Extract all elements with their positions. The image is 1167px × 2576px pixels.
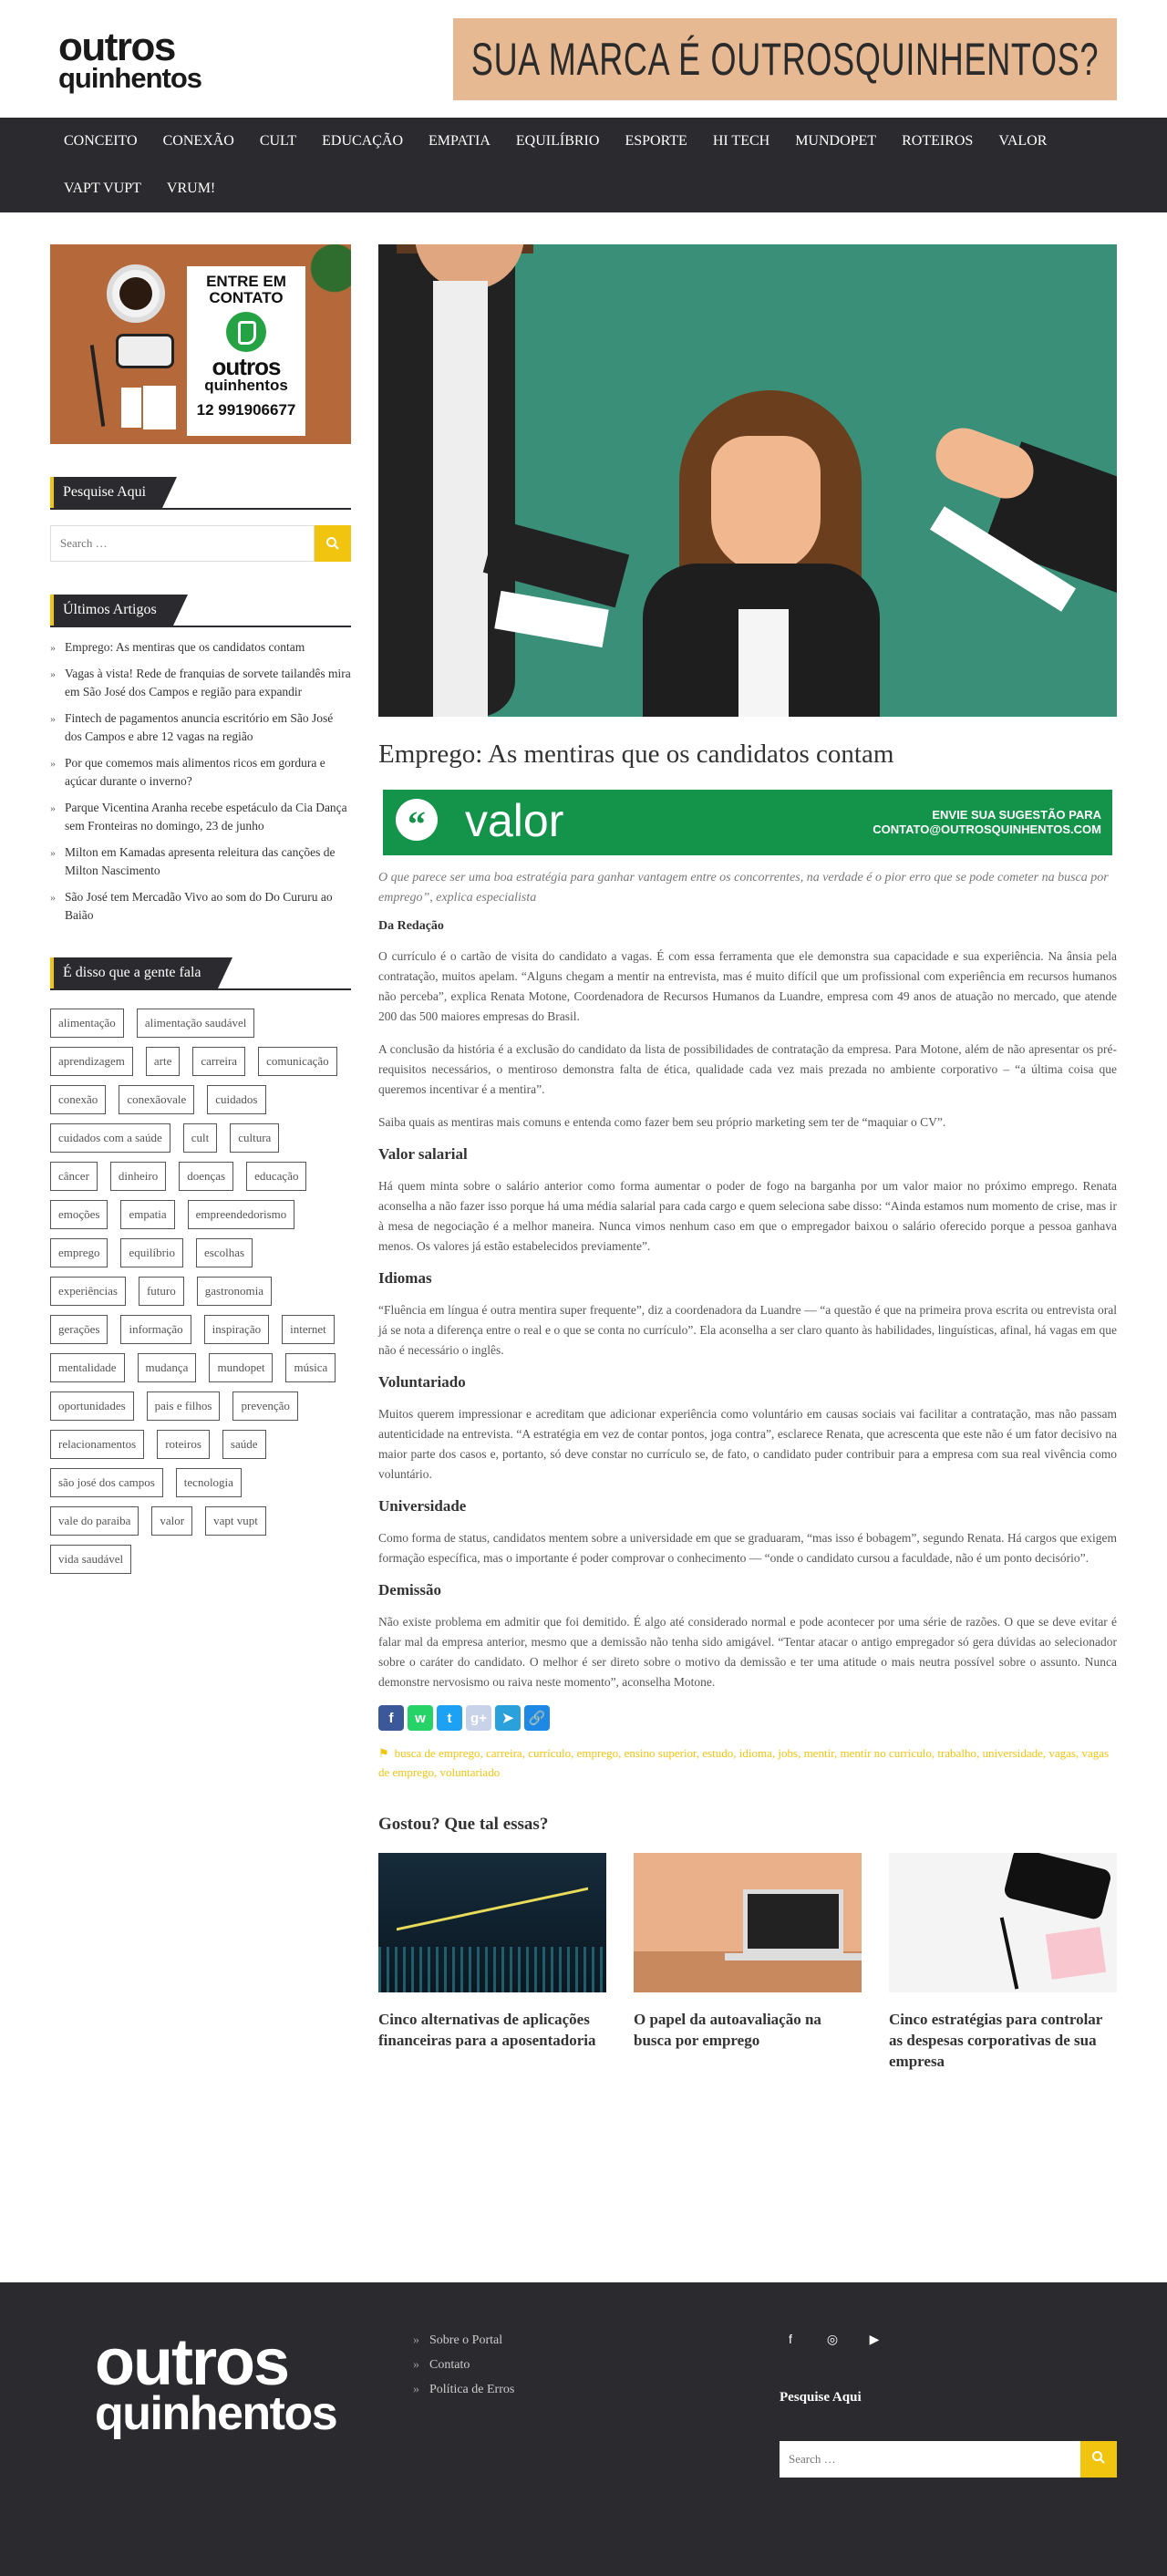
article-paragraph: Não existe problema em admitir que foi demitido. É algo até considerado normal e pode acontecer por uma série de razões. O que se deve evitar é falar mal da empresa anterior, mesmo que a demissão não tenha sido amigável. “Tentar atacar o antigo empregador só gera dúvidas ao selecionador sobre o caráter do candidato. O melhor é ser direto sobre o motivo da demissão e ter uma atitude o mais neutra possível sobre o assunto. Nunca demonstre nervosismo ou raiva neste momento”, aconselha Motone. [378, 1615, 1117, 1689]
tag-link[interactable]: emoções [50, 1200, 108, 1229]
valor-word: valor [465, 795, 564, 846]
nav-item[interactable]: EQUILÍBRIO [515, 133, 600, 149]
tag-link[interactable]: conexão [50, 1085, 106, 1114]
tag-link[interactable]: música [285, 1353, 336, 1382]
illustration-part [738, 609, 789, 717]
article-tags [378, 1743, 1117, 1782]
related-thumbnail [378, 1853, 606, 1992]
related-post[interactable] [634, 1853, 862, 2072]
search-widget-title [50, 477, 351, 510]
recent-articles-list [50, 638, 351, 925]
footer-logo-line2: quinhentos [95, 2387, 337, 2440]
sidebar-search-input[interactable] [50, 525, 315, 562]
nav-item[interactable]: VAPT VUPT [64, 181, 141, 196]
tag-link[interactable]: escolhas [196, 1238, 253, 1267]
nav-item[interactable]: MUNDOPET [795, 133, 877, 149]
tag-link[interactable]: internet [282, 1315, 335, 1344]
search-icon [325, 536, 340, 551]
sidebar-search [50, 525, 351, 562]
nav-item[interactable]: ROTEIROS [902, 133, 974, 149]
related-post[interactable] [378, 1853, 606, 2072]
valor-cta [873, 808, 1101, 837]
tag-link[interactable]: vale do paraiba [50, 1506, 139, 1536]
recent-article-link[interactable]: » Por que comemos mais alimentos ricos em gordura e açúcar durante o inverno? [50, 754, 351, 791]
article-title: Emprego: As mentiras que os candidatos contam [378, 740, 894, 769]
ad-logo-line1: outros [212, 353, 281, 380]
nav-item[interactable]: CULT [259, 133, 297, 149]
tag-link[interactable]: alimentação saudável [137, 1009, 255, 1038]
tag-link[interactable]: mudança [138, 1353, 197, 1382]
recent-widget-title [50, 595, 351, 627]
recent-article-link[interactable]: » Emprego: As mentiras que os candidatos contam [50, 638, 351, 657]
share-buttons [378, 1705, 1117, 1731]
article-tags-list[interactable]: busca de emprego, carreira, currículo, emprego, ensino superior, estudo, idioma, jobs, mentir, mentir no curriculo, trabalho, universidade, vagas, vagas de emprego, voluntariado [378, 1746, 1110, 1779]
sidebar-search-button[interactable] [315, 525, 351, 562]
tag-link[interactable]: câncer [50, 1162, 98, 1191]
logo-line2: quinhentos [58, 62, 202, 94]
top-ad-banner[interactable] [453, 18, 1117, 100]
recent-article-link[interactable]: » Parque Vicentina Aranha recebe espetáculo da Cia Dança sem Fronteiras no domingo, 23 de junho [50, 799, 351, 835]
instagram-icon[interactable]: ◎ [826, 2332, 839, 2346]
recent-widget-title-text: Últimos Artigos [50, 595, 173, 626]
related-thumbnail [634, 1853, 862, 1992]
tag-link[interactable]: oportunidades [50, 1391, 134, 1421]
tag-link[interactable]: carreira [192, 1047, 245, 1076]
googleplus-share-icon[interactable]: g+ [466, 1705, 491, 1731]
top-ad-text: SUA MARCA É OUTROSQUINHENTOS? [470, 34, 1100, 85]
pen-image [90, 345, 105, 427]
footer-logo[interactable] [95, 2326, 337, 2440]
article-lead: O que parece ser uma boa estratégia para ganhar vantagem entre os concorrentes, na verdade é o pior erro que se pode cometer na busca por emprego”, explica especialista [378, 871, 1109, 905]
tag-link[interactable]: experiências [50, 1277, 126, 1306]
related-thumbnail [889, 1853, 1117, 1992]
coffee-cup-image [107, 264, 165, 323]
tag-link[interactable]: comunicação [258, 1047, 337, 1076]
related-post[interactable] [889, 1853, 1117, 2072]
article-paragraph: Saiba quais as mentiras mais comuns e entenda como fazer bem seu próprio marketing sem ter de “maquiar o CV”. [378, 1115, 946, 1129]
footer-link[interactable]: » Sobre o Portal [413, 2328, 514, 2353]
whatsapp-contact-ad[interactable] [50, 244, 351, 444]
content-area [0, 212, 1167, 2282]
contact-card [187, 266, 305, 436]
article-subheading: Universidade [378, 1497, 467, 1515]
footer-links [413, 2328, 514, 2402]
tag-link[interactable]: são josé dos campos [50, 1468, 163, 1497]
article-subheading: Valor salarial [378, 1145, 468, 1163]
footer-logo-line1: outros [95, 2326, 288, 2399]
valor-cta-line2: CONTATO@OUTROSQUINHENTOS.COM [873, 822, 1101, 836]
tag-link[interactable]: prevenção [232, 1391, 297, 1421]
tag-link[interactable]: dinheiro [110, 1162, 166, 1191]
recent-article-link[interactable]: » São José tem Mercadão Vivo ao som do Do Cururu ao Baião [50, 888, 351, 925]
tag-link[interactable]: gastronomia [197, 1277, 272, 1306]
illustration-part [711, 436, 821, 573]
search-widget-title-text: Pesquise Aqui [50, 477, 162, 508]
article-paragraph: “Fluência em língua é outra mentira super frequente”, diz a coordenadora da Luandre — “a questão é que na primeira prova escrita ou entrevista oral já se nota a diferença entre o real e o que se conta no currículo”. Ela aconselha a ser claro quanto às habilidades, linguísticas, afinal, há vagas em que não é necessário o inglês. [378, 1303, 1117, 1357]
nav-item[interactable]: HI TECH [712, 133, 770, 149]
tag-link[interactable]: pais e filhos [147, 1391, 221, 1421]
related-post-title: O papel da autoavaliação na busca por emprego [634, 2011, 821, 2049]
tags-widget-title-text: É disso que a gente fala [50, 957, 218, 988]
tag-link[interactable]: informação [120, 1315, 191, 1344]
article-paragraph: A conclusão da história é a exclusão do candidato da lista de possibilidades de contratação da empresa. Para Motone, além de não apresentar os pré-requisitos necessários, o mentiroso demonstra falta de ética, qualidade cada vez mais prezada no ambiente corporativo – “a última coisa que queremos incentivar é a mentira”. [378, 1042, 1117, 1096]
tag-cloud [50, 1009, 351, 1583]
tag-link[interactable]: empreendedorismo [188, 1200, 295, 1229]
ad-title-2: CONTATO [209, 289, 284, 306]
footer-search-title: Pesquise Aqui [780, 2390, 862, 2405]
tag-link[interactable]: futuro [139, 1277, 184, 1306]
article-paragraph: Como forma de status, candidatos mentem sobre a universidade em que se graduaram, “mas isso é bobagem”, segundo Renata. Há cargos que exigem formação específica, mas o importante é poder comprovar o conhecimento — “onde o candidato cursou a faculdade, não é um ponto decisório”. [378, 1531, 1117, 1565]
tag-link[interactable]: mentalidade [50, 1353, 125, 1382]
nav-item[interactable]: EDUCAÇÃO [322, 133, 404, 149]
tag-link[interactable]: valor [151, 1506, 192, 1536]
tag-link[interactable]: cuidados com a saúde [50, 1123, 170, 1153]
related-title: Gostou? Que tal essas? [378, 1815, 549, 1834]
card-image [121, 388, 141, 428]
related-posts [378, 1853, 1117, 2072]
tags-widget-title [50, 957, 351, 990]
footer-search-input[interactable] [780, 2441, 1080, 2478]
phone-image [116, 334, 174, 368]
youtube-icon[interactable]: ▶ [869, 2332, 880, 2346]
site-footer [0, 2282, 1167, 2576]
tag-link[interactable]: arte [146, 1047, 180, 1076]
tag-link[interactable]: alimentação [50, 1009, 124, 1038]
site-logo[interactable] [58, 27, 206, 92]
article-byline: Da Redação [378, 919, 444, 933]
nav-item[interactable]: CONEXÃO [162, 133, 234, 149]
footer-link[interactable]: » Contato [413, 2353, 514, 2377]
copy-link-share-icon[interactable]: 🔗 [524, 1705, 550, 1731]
article [378, 244, 1117, 2072]
illustration-part [378, 1947, 606, 1992]
illustration-part [743, 1889, 843, 1953]
sidebar [50, 244, 351, 1583]
whatsapp-share-icon[interactable]: w [408, 1705, 433, 1731]
tag-link[interactable]: relacionamentos [50, 1430, 144, 1459]
footer-search-button[interactable] [1080, 2441, 1117, 2478]
tag-link[interactable]: equilíbrio [120, 1238, 183, 1267]
illustration-part [1003, 1853, 1112, 1920]
valor-banner[interactable] [383, 790, 1112, 855]
illustration-part [725, 1953, 862, 1960]
article-paragraph: Há quem minta sobre o salário anterior como forma aumentar o poder de fogo na barganha por um valor maior no próximo emprego. Renata aconselha a não fazer isso porque há uma média salarial para cada cargo e quem seleciona sabe disso: “Ainda estamos num momento de crise, mas ir à mesa de negociação é a melhor maneira. Nunca vimos nenhum caso em que o empregador baixou o salário oferecido porque a pessoa ganhava menos. Os valores já estão estabelecidos previamente”. [378, 1179, 1117, 1253]
tag-icon: ⚑ [378, 1746, 389, 1760]
ad-phone-number: 12 991906677 [196, 401, 296, 419]
twitter-share-icon[interactable]: t [437, 1705, 462, 1731]
valor-cta-line1: ENVIE SUA SUGESTÃO PARA [932, 808, 1101, 822]
main-nav [0, 118, 1167, 212]
nav-item[interactable]: VALOR [998, 133, 1048, 149]
related-post-title: Cinco alternativas de aplicações financeiras para a aposentadoria [378, 2011, 596, 2049]
tag-link[interactable]: cultura [230, 1123, 279, 1153]
footer-search [780, 2441, 1117, 2478]
tag-link[interactable]: vida saudável [50, 1545, 131, 1574]
tag-link[interactable]: cult [183, 1123, 218, 1153]
related-post-title: Cinco estratégias para controlar as despesas corporativas de sua empresa [889, 2011, 1103, 2070]
tag-link[interactable]: inspiração [204, 1315, 269, 1344]
site-header [0, 0, 1167, 118]
article-subheading: Voluntariado [378, 1373, 466, 1391]
article-subheading: Idiomas [378, 1269, 432, 1287]
tag-link[interactable]: cuidados [207, 1085, 265, 1114]
recent-article-link[interactable]: » Fintech de pagamentos anuncia escritório em São José dos Campos e abre 12 vagas na região [50, 709, 351, 746]
illustration-part [1046, 1927, 1106, 1980]
tag-link[interactable]: tecnologia [176, 1468, 242, 1497]
nav-list [51, 118, 1116, 212]
tag-link[interactable]: conexãovale [119, 1085, 194, 1114]
facebook-icon[interactable]: f [789, 2332, 792, 2346]
ad-logo-line2: quinhentos [204, 377, 288, 394]
nav-item[interactable]: VRUM! [166, 181, 216, 196]
tag-link[interactable]: empatia [120, 1200, 174, 1229]
article-paragraph: O currículo é o cartão de visita do candidato a vagas. É com essa ferramenta que ele demonstra sua capacidade e sua experiência. Na ânsia pela contratação, muitos apelam. “Alguns chegam a mentir na entrevista, mas é muito difícil que um profissional com experiência em recursos humanos não perceba”, explica Renata Motone, Coordenadora de Recursos Humanos da Luandre, empresa com 49 anos de atuação no mercado, que atende 200 das 500 maiores empresas do Brasil. [378, 949, 1117, 1023]
tag-link[interactable]: vapt vupt [205, 1506, 266, 1536]
article-paragraph: Muitos querem impressionar e acreditam que adicionar experiência como voluntário em causas sociais vai facilitar a contratação, mas não passam autenticidade na entrevista. “A estratégia em vez de contar pontos, joga contra”, esclarece Renata, que acrescenta que este não é um fator decisivo na maior parte dos casos e, portanto, só deve constar no currículo se, de fato, o candidato puder contribuir para a empresa com sua real vivência como voluntário. [378, 1407, 1117, 1481]
whatsapp-icon [226, 312, 266, 352]
tag-link[interactable]: mundopet [209, 1353, 273, 1382]
telegram-share-icon[interactable]: ➤ [495, 1705, 521, 1731]
article-subheading: Demissão [378, 1581, 441, 1598]
card-image [143, 386, 176, 429]
nav-item[interactable]: CONCEITO [64, 133, 138, 149]
nav-item[interactable]: ESPORTE [625, 133, 687, 149]
article-hero-image [378, 244, 1117, 717]
recent-article-link[interactable]: » Milton em Kamadas apresenta releitura das canções de Milton Nascimento [50, 843, 351, 880]
footer-social [780, 2332, 885, 2347]
nav-item[interactable]: EMPATIA [429, 133, 491, 149]
search-icon [1091, 2450, 1106, 2465]
tag-link[interactable]: doenças [179, 1162, 233, 1191]
tag-link[interactable]: roteiros [157, 1430, 210, 1459]
recent-article-link[interactable]: » Vagas à vista! Rede de franquias de sorvete tailandês mira em São José dos Campos e região para expandir [50, 665, 351, 701]
tag-link[interactable]: gerações [50, 1315, 108, 1344]
ad-title-1: ENTRE EM [206, 273, 286, 290]
tag-link[interactable]: educação [246, 1162, 306, 1191]
tag-link[interactable]: emprego [50, 1238, 108, 1267]
tag-link[interactable]: saúde [222, 1430, 266, 1459]
illustration-part [1000, 1917, 1019, 1989]
footer-link[interactable]: » Política de Erros [413, 2377, 514, 2402]
tag-link[interactable]: aprendizagem [50, 1047, 133, 1076]
illustration-part [433, 281, 488, 717]
logo-line1: outros [58, 25, 175, 69]
quote-icon: “ [396, 799, 438, 841]
facebook-share-icon[interactable]: f [378, 1705, 404, 1731]
